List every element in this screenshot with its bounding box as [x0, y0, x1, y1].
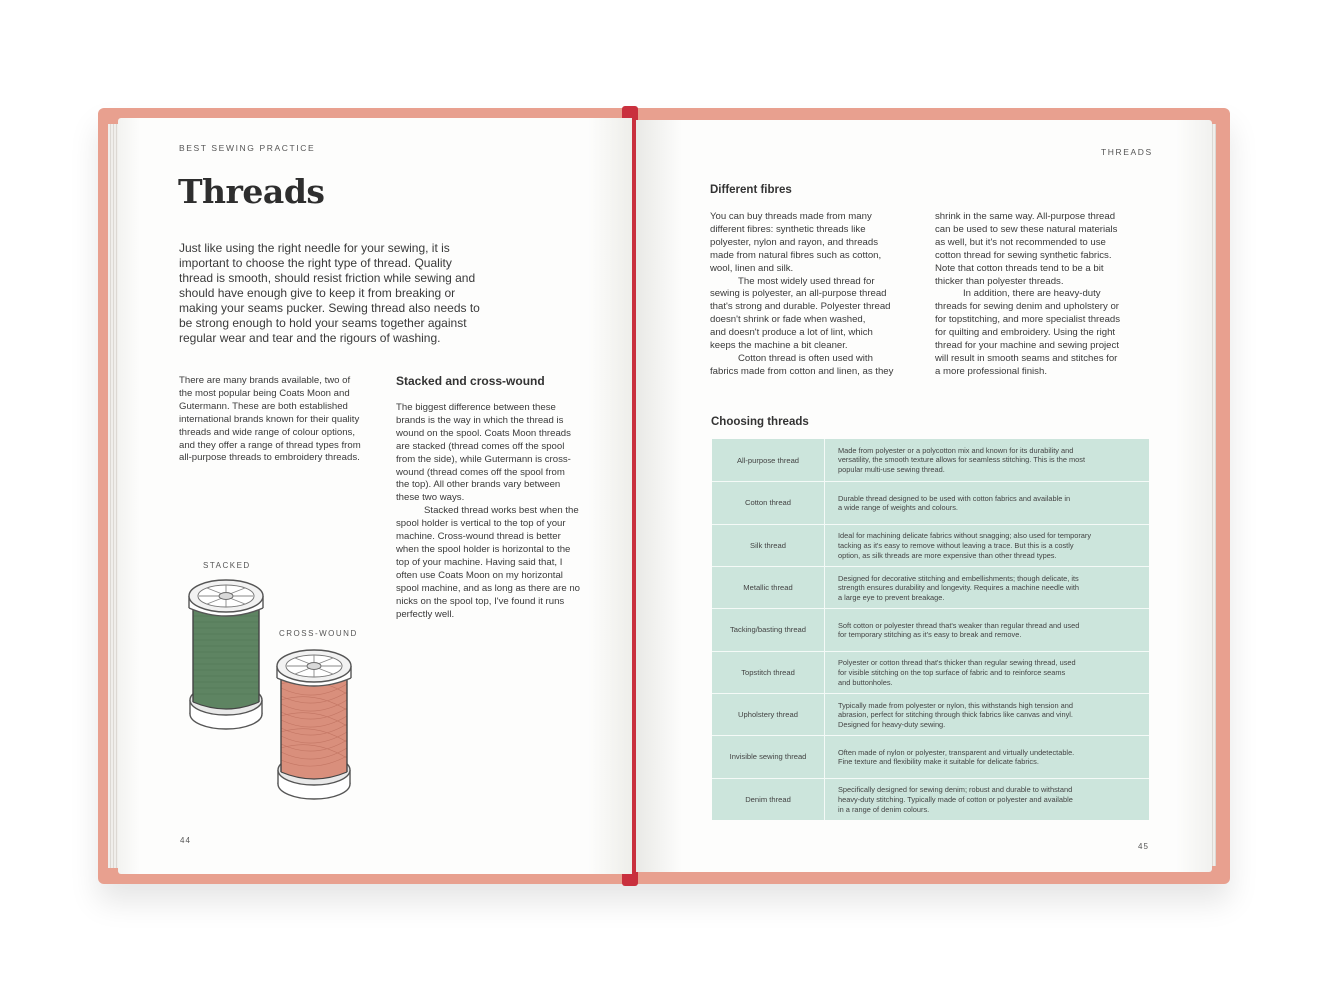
thread-name: Cotton thread: [712, 482, 825, 523]
fibres-line: You can buy threads made from many: [710, 211, 872, 222]
fibres-line: that's strong and durable. Polyester thread: [710, 301, 891, 313]
page-number-left: 44: [180, 836, 191, 845]
thread-name: Denim thread: [712, 779, 825, 820]
intro-line: important to choose the right type of thread. Quality: [179, 256, 452, 270]
stacked-heading: Stacked and cross-wound: [396, 374, 545, 388]
intro-line: thread is smooth, should resist friction while sewing and: [179, 271, 476, 285]
thread-description-line: option, as silk threads are more expensive than other thread types.: [838, 550, 1057, 560]
fibres-line: fabrics made from cotton and linen, as they: [710, 365, 894, 377]
fibres-line: can be used to sew these natural materials: [935, 223, 1118, 235]
thread-name: Tacking/basting thread: [712, 609, 825, 650]
brands-line: and they offer a range of thread types from: [179, 439, 361, 451]
intro-line: regular wear and tear and the rigours of washing.: [179, 331, 441, 345]
thread-description-line: Durable thread designed to be used with cotton fabrics and available in: [838, 493, 1071, 503]
fibres-heading: Different fibres: [710, 184, 792, 196]
thread-description: [838, 621, 1138, 640]
stacked-line: machine. Cross-wound thread is better: [396, 531, 561, 543]
brands-line: There are many brands available, two of: [179, 375, 351, 386]
stacked-line: top of your machine. Having said that, I: [396, 556, 563, 568]
choosing-heading: Choosing threads: [711, 416, 809, 428]
fibres-line: thicker than polyester threads.: [935, 275, 1064, 287]
thread-description: [838, 748, 1138, 767]
thread-description-line: Often made of nylon or polyester, transparent and virtually undetectable.: [838, 747, 1075, 757]
thread-description-line: for temporary stitching as it's easy to break and remove.: [838, 630, 1022, 640]
fibres-column-2: [935, 211, 1157, 379]
fibres-line: made from natural fibres such as cotton,: [710, 249, 882, 261]
thread-description-line: Designed for heavy-duty sewing.: [838, 719, 946, 729]
thread-description-line: Specifically designed for sewing denim; robust and durable to withstand: [838, 785, 1073, 795]
thread-description: [838, 658, 1138, 687]
fibres-line: wool, linen and silk.: [710, 262, 794, 274]
fibres-line: keeps the machine a bit cleaner.: [710, 340, 848, 352]
threads-table: [712, 439, 1149, 820]
table-row: [712, 693, 1149, 735]
stacked-line: often use Coats Moon on my horizontal: [396, 569, 563, 581]
fibres-line: threads for sewing denim and upholstery or: [935, 301, 1119, 313]
table-row: [712, 481, 1149, 523]
brands-line: all-purpose threads to embroidery threads.: [179, 452, 360, 464]
running-head-right: THREADS: [1101, 147, 1153, 157]
thread-description-line: Typically made from polyester or nylon, this withstands high tension and: [838, 700, 1073, 710]
thread-name: Topstitch thread: [712, 652, 825, 693]
table-row: [712, 524, 1149, 566]
thread-name: Upholstery thread: [712, 694, 825, 735]
fibres-line: In addition, there are heavy-duty: [963, 288, 1101, 300]
thread-description-line: tacking as it's easy to remove without leaving a trace. But this is a costly: [838, 541, 1074, 551]
intro-line: Just like using the right needle for your sewing, it is: [179, 241, 450, 255]
thread-description-line: strength ensures durability and longevity. Requires a machine needle with: [838, 583, 1080, 593]
stacked-line: brands is the way in which the thread is: [396, 414, 564, 426]
table-row: [712, 651, 1149, 693]
thread-description-line: and buttonholes.: [838, 677, 893, 687]
stacked-line: the top). All other brands vary between: [396, 479, 561, 491]
stacked-line: these two ways.: [396, 492, 465, 504]
running-head-left: BEST SEWING PRACTICE: [179, 143, 316, 153]
table-row: [712, 566, 1149, 608]
stacked-paragraph: [396, 402, 611, 621]
thread-description-line: a wide range of weights and colours.: [838, 503, 958, 513]
brands-line: threads and wide range of colour options,: [179, 426, 355, 438]
stacked-line: when the spool holder is horizontal to the: [396, 543, 571, 555]
fibres-line: Cotton thread is often used with: [738, 352, 873, 364]
thread-description-line: Designed for decorative stitching and embellishments; though delicate, its: [838, 573, 1079, 583]
fibres-line: for topstitching, and more specialist threads: [935, 314, 1121, 326]
fibres-column-1: [710, 211, 932, 379]
fibres-line: shrink in the same way. All-purpose thread: [935, 211, 1116, 222]
table-row: [712, 778, 1149, 820]
intro-line: be strong enough to hold your seams together against: [179, 316, 467, 330]
thread-description: [838, 446, 1138, 475]
thread-description-line: versatility, the smooth texture allows for seamless stitching. This is the most: [838, 455, 1085, 465]
thread-description: [838, 701, 1138, 730]
brands-line: Gutermann. These are both established: [179, 400, 348, 412]
fibres-line: will result in smooth seams and stitches for: [935, 352, 1118, 364]
crosswound-spool-illustration: [272, 644, 358, 810]
fibres-line: for quilting and embroidery. Using the right: [935, 327, 1116, 339]
fibres-line: doesn't shrink or fade when washed,: [710, 314, 866, 326]
thread-description-line: abrasion, perfect for stitching through thick fabrics like canvas and vinyl.: [838, 710, 1073, 720]
intro-line: making your seams pucker. Sewing thread also needs to: [179, 301, 480, 315]
fibres-line: thread for your machine and sewing project: [935, 340, 1119, 352]
thread-description-line: in a range of denim colours.: [838, 804, 930, 814]
fibres-line: The most widely used thread for: [738, 275, 875, 287]
thread-description: [838, 494, 1138, 513]
thread-description: [838, 531, 1138, 560]
stacked-spool-illustration: [184, 576, 268, 738]
table-row: [712, 439, 1149, 481]
brands-line: international brands known for their quality: [179, 413, 360, 425]
stacked-line: nicks on the spool top, I've found it runs: [396, 595, 565, 607]
thread-description-line: heavy-duty stitching. Typically made of cotton or polyester and available: [838, 795, 1073, 805]
stacked-line: are stacked (thread comes off the spool: [396, 440, 565, 452]
stacked-line: wound on the spool. Coats Moon threads: [396, 427, 571, 439]
thread-description-line: Made from polyester or a polycotton mix and known for its durability and: [838, 445, 1074, 455]
thread-description-line: a large eye to prevent breakage.: [838, 592, 945, 602]
stacked-line: perfectly well.: [396, 608, 455, 620]
stacked-line: Stacked thread works best when the: [424, 505, 579, 517]
brands-paragraph: [179, 375, 389, 465]
label-stacked: STACKED: [203, 561, 251, 570]
thread-name: Invisible sewing thread: [712, 736, 825, 777]
label-cross-wound: CROSS-WOUND: [279, 629, 358, 638]
thread-description-line: Polyester or cotton thread that's thicker than regular sewing thread, used: [838, 658, 1076, 668]
thread-description: [838, 574, 1138, 603]
thread-name: Silk thread: [712, 525, 825, 566]
fibres-line: a more professional finish.: [935, 365, 1047, 377]
thread-description-line: Fine texture and flexibility make it suitable for delicate fabrics.: [838, 757, 1039, 767]
fibres-line: sewing is polyester, an all-purpose thread: [710, 288, 887, 300]
fibres-line: and doesn't produce a lot of lint, which: [710, 327, 873, 339]
fibres-line: Note that cotton threads tend to be a bit: [935, 262, 1104, 274]
thread-description: [838, 785, 1138, 814]
fibres-line: cotton thread for sewing synthetic fabrics.: [935, 249, 1112, 261]
thread-name: Metallic thread: [712, 567, 825, 608]
stacked-line: spool machine, and as long as there are no: [396, 582, 581, 594]
stacked-line: The biggest difference between these: [396, 402, 556, 413]
brands-line: the most popular being Coats Moon and: [179, 387, 350, 399]
thread-description-line: Ideal for machining delicate fabrics without snagging; also used for temporary: [838, 531, 1092, 541]
table-row: [712, 608, 1149, 650]
page-number-right: 45: [1138, 842, 1149, 851]
thread-name: All-purpose thread: [712, 439, 825, 481]
stacked-line: wound (thread comes off the spool from: [396, 466, 565, 478]
stacked-line: spool holder is vertical to the top of your: [396, 518, 566, 530]
thread-description-line: popular multi-use sewing thread.: [838, 464, 945, 474]
table-row: [712, 735, 1149, 777]
intro-paragraph: [179, 241, 509, 346]
fibres-line: as well, but it's not recommended to use: [935, 236, 1106, 248]
page-title: Threads: [178, 172, 325, 211]
fibres-line: different fibres: synthetic threads like: [710, 223, 866, 235]
intro-line: should have enough give to keep it from breaking or: [179, 286, 456, 300]
fibres-line: polyester, nylon and rayon, and threads: [710, 236, 879, 248]
thread-description-line: for visible stitching on the top surface of fabric and to reinforce seams: [838, 668, 1066, 678]
thread-description-line: Soft cotton or polyester thread that's weaker than regular thread and used: [838, 620, 1080, 630]
stacked-line: from the side), while Gutermann is cross-: [396, 453, 571, 465]
